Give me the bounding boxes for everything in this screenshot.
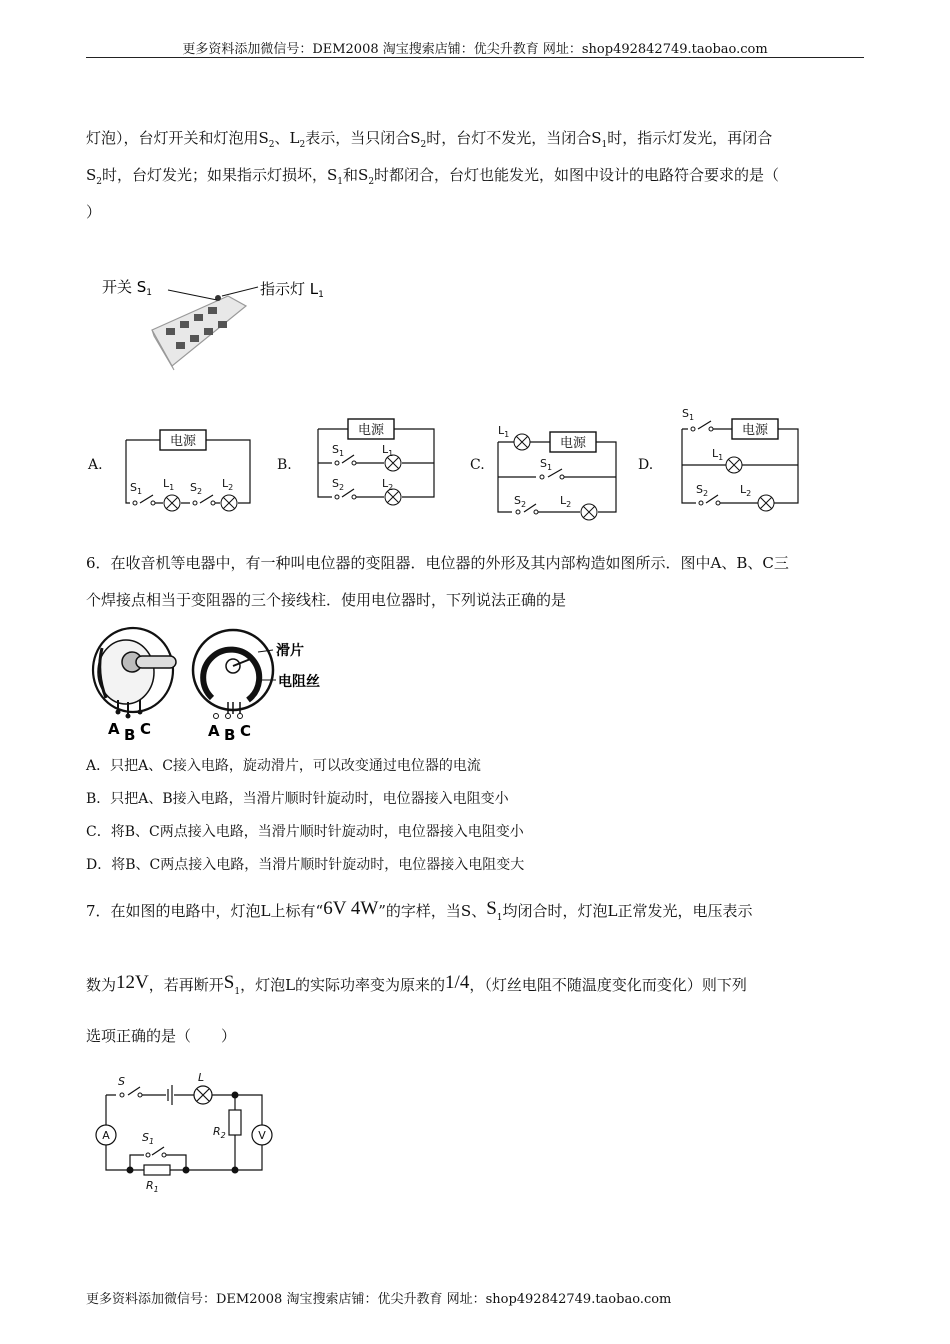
svg-text:L2: $L_2$ <box>382 477 394 492</box>
lamp-symbol <box>726 457 742 473</box>
svg-text:A: A <box>208 722 220 740</box>
svg-text:L2: $L_2$ <box>222 477 234 492</box>
q5-line-1: 灯泡），台灯开关和灯泡用$S_2$、$L_2$表示，当只闭合$S_2$时，台灯不发光，当闭合$S_1$时，指示灯发光，再闭合 <box>86 129 773 150</box>
q5-line-2: $S_2$时，台灯发光；如果指示灯损坏，$S_1$和$S_2$时都闭合，台灯也能发光，如图中设计的电路符合要求的是（ <box>86 166 780 187</box>
lamp-symbol <box>514 434 530 450</box>
potentiometer-exterior-image <box>93 628 176 719</box>
svg-text:L1: $L_1$ <box>712 447 724 462</box>
svg-text:S1: $S_1$ <box>540 457 553 472</box>
svg-text:C: C <box>240 722 252 740</box>
lamp-symbol <box>164 495 180 511</box>
page-header: 更多资料添加微信号：DEM2008 淘宝搜索店铺：优尖升教育 网址：shop492842749.taobao.com <box>182 42 768 57</box>
svg-text:S2: $S_2$ <box>696 483 709 498</box>
svg-text:A: A <box>108 720 120 738</box>
svg-text:S2: $S_2$ <box>332 477 345 492</box>
svg-text:L1: $L_1$ <box>498 424 510 439</box>
q7-line-3: 选项正确的是（ ） <box>86 1027 237 1045</box>
q5-option-b[interactable]: B. <box>277 457 292 473</box>
q5-option-c[interactable]: C. <box>470 457 485 473</box>
switch-s1-label: 开关 $S_1$ <box>102 278 153 298</box>
resistor-r2 <box>229 1110 241 1135</box>
svg-text:S2: $S_2$ <box>514 494 527 509</box>
svg-text:S2: $S_2$ <box>190 481 203 496</box>
lamp-symbol <box>221 495 237 511</box>
svg-text:L2: $L_2$ <box>560 494 572 509</box>
q6-line-1: 6．在收音机等电器中，有一种叫电位器的变阻器．电位器的外形及其内部构造如图所示．图中A、B、C三 <box>86 554 789 572</box>
q5-option-d[interactable]: D. <box>638 457 654 473</box>
page-footer: 更多资料添加微信号：DEM2008 淘宝搜索店铺：优尖升教育 网址：shop492842749.taobao.com <box>86 1292 672 1307</box>
lamp-symbol <box>581 504 597 520</box>
circuit-q7 <box>92 1071 277 1195</box>
svg-text:S1: $S_1$ <box>142 1131 155 1146</box>
resistor-r1 <box>144 1165 170 1175</box>
svg-text:L2: $L_2$ <box>740 483 752 498</box>
potentiometer-figure <box>88 618 328 743</box>
svg-text:V: V <box>258 1129 266 1142</box>
power-strip-figure <box>100 270 340 370</box>
q6-line-2: 个焊接点相当于变阻器的三个接线柱．使用电位器时，下列说法正确的是 <box>86 591 567 609</box>
lamp-symbol <box>194 1086 212 1104</box>
resistance-wire-label: 电阻丝 <box>278 674 320 690</box>
svg-text:A: A <box>102 1129 110 1142</box>
svg-text:电源: 电源 <box>559 436 587 451</box>
svg-text:S1: $S_1$ <box>130 481 143 496</box>
q7-line-2: 数为12V，若再断开$S_1$，灯泡L的实际功率变为原来的1/4，（灯丝电阻不随温度变化而变化）则下列 <box>86 972 747 997</box>
q6-option-d[interactable]: D．将B、C两点接入电路，当滑片顺时针旋动时，电位器接入电阻变大 <box>86 857 525 873</box>
q6-option-a[interactable]: A．只把A、C接入电路，旋动滑片，可以改变通过电位器的电流 <box>86 758 481 774</box>
svg-text:B: B <box>124 726 136 744</box>
circuit-b <box>312 415 442 505</box>
circuit-a <box>118 425 258 515</box>
svg-text:电源: 电源 <box>169 434 197 449</box>
q7-line-1: 7．在如图的电路中，灯泡L上标有“6V 4W”的字样，当S、$S_1$均闭合时，灯泡L正常发光，电压表示 <box>86 898 753 923</box>
svg-text:C: C <box>140 720 152 738</box>
svg-text:L1: $L_1$ <box>382 443 394 458</box>
svg-text:B: B <box>224 726 236 744</box>
svg-text:R1: $R_1$ <box>146 1179 159 1194</box>
circuit-d <box>676 405 806 505</box>
svg-text:L: L <box>198 1071 205 1084</box>
svg-text:L1: $L_1$ <box>163 477 175 492</box>
slider-label: 滑片 <box>276 643 304 659</box>
circuit-c <box>492 420 622 520</box>
potentiometer-interior-image <box>193 630 273 719</box>
q6-option-b[interactable]: B．只把A、B接入电路，当滑片顺时针旋动时，电位器接入电阻变小 <box>86 791 509 807</box>
q6-option-c[interactable]: C．将B、C两点接入电路，当滑片顺时针旋动时，电位器接入电阻变小 <box>86 824 524 840</box>
voltmeter-symbol <box>252 1125 272 1145</box>
svg-text:S: S <box>118 1075 125 1088</box>
svg-text:电源: 电源 <box>741 423 769 438</box>
svg-text:S1: $S_1$ <box>682 407 695 422</box>
power-strip-image <box>152 295 246 370</box>
svg-text:电源: 电源 <box>357 423 385 438</box>
ammeter-symbol <box>96 1125 116 1145</box>
header-divider <box>86 57 864 58</box>
q5-option-a[interactable]: A. <box>88 457 103 473</box>
q5-line-3: ） <box>86 203 102 221</box>
lamp-l1-label: 指示灯 $L_1$ <box>260 280 324 300</box>
lamp-symbol <box>758 495 774 511</box>
svg-text:R2: $R_2$ <box>213 1125 226 1140</box>
svg-text:S1: $S_1$ <box>332 443 345 458</box>
